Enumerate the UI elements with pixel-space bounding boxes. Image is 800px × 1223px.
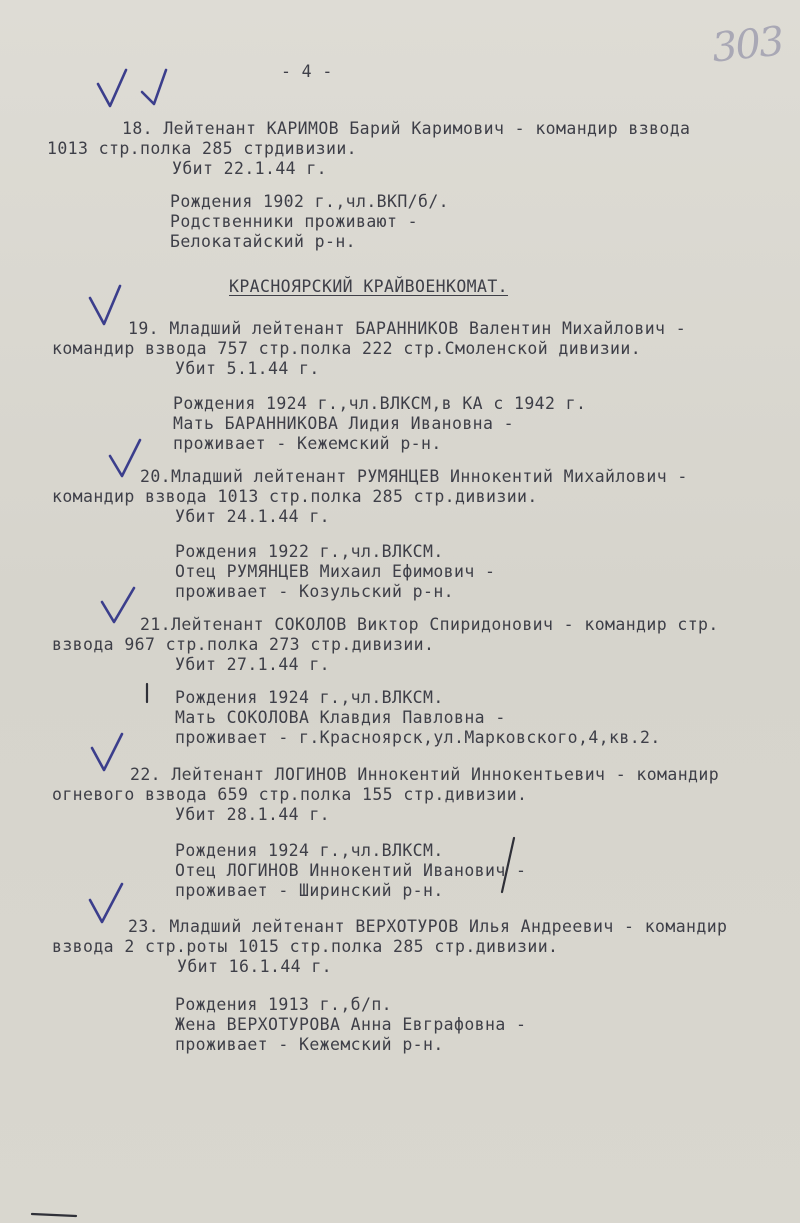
check-mark-icon xyxy=(96,582,146,628)
entry-19-killed: Убит 5.1.44 г. xyxy=(175,359,320,378)
entry-22-relative: Отец ЛОГИНОВ Иннокентий Иванович - xyxy=(175,861,527,880)
entry-18-killed: Убит 22.1.44 г. xyxy=(172,159,328,178)
entry-22-line-2: огневого взвода 659 стр.полка 155 стр.дивизии. xyxy=(52,785,528,804)
entry-18-relatives: Родственники проживают - xyxy=(170,212,419,231)
entry-23-line-1: 23. Младший лейтенант ВЕРХОТУРОВ Илья Андреевич - командир xyxy=(128,917,728,936)
entry-23-birth: Рождения 1913 г.,б/п. xyxy=(175,995,393,1014)
entry-22-killed: Убит 28.1.44 г. xyxy=(175,805,331,824)
entry-20-line-1: 20.Младший лейтенант РУМЯНЦЕВ Иннокентий Михайлович - xyxy=(140,467,688,486)
entry-18-address: Белокатайский р-н. xyxy=(170,232,357,251)
entry-19-birth: Рождения 1924 г.,чл.ВЛКСМ,в КА с 1942 г. xyxy=(173,394,587,413)
corner-scratch-mark xyxy=(30,1208,80,1220)
entry-21-address: проживает - г.Красноярск,ул.Марковского,4,кв.2. xyxy=(175,728,661,747)
margin-tick-mark xyxy=(143,682,151,704)
entry-19-address: проживает - Кежемский р-н. xyxy=(173,434,442,453)
entry-23-relative: Жена ВЕРХОТУРОВА Анна Евграфовна - xyxy=(175,1015,527,1034)
section-heading: КРАСНОЯРСКИЙ КРАЙВОЕНКОМАТ. xyxy=(229,277,509,296)
page-number: - 4 - xyxy=(281,62,333,81)
entry-21-line-2: взвода 967 стр.полка 273 стр.дивизии. xyxy=(52,635,435,654)
entry-21-birth: Рождения 1924 г.,чл.ВЛКСМ. xyxy=(175,688,444,707)
entry-23-address: проживает - Кежемский р-н. xyxy=(175,1035,444,1054)
entry-18-birth: Рождения 1902 г.,чл.ВКП/б/. xyxy=(170,192,450,211)
entry-20-relative: Отец РУМЯНЦЕВ Михаил Ефимович - xyxy=(175,562,496,581)
check-mark-icon xyxy=(84,878,134,928)
entry-19-line-1: 19. Младший лейтенант БАРАННИКОВ Валентин Михайлович - xyxy=(128,319,687,338)
entry-19-relative: Мать БАРАННИКОВА Лидия Ивановна - xyxy=(173,414,515,433)
entry-22-address: проживает - Ширинский р-н. xyxy=(175,881,444,900)
entry-19-line-2: командир взвода 757 стр.полка 222 стр.Смоленской дивизии. xyxy=(52,339,642,358)
entry-22-birth: Рождения 1924 г.,чл.ВЛКСМ. xyxy=(175,841,444,860)
pencil-stroke-mark xyxy=(496,836,520,896)
entry-22-line-1: 22. Лейтенант ЛОГИНОВ Иннокентий Иннокентьевич - командир xyxy=(130,765,720,784)
check-mark-icon xyxy=(90,64,180,114)
entry-20-birth: Рождения 1922 г.,чл.ВЛКСМ. xyxy=(175,542,444,561)
check-mark-icon xyxy=(86,728,136,776)
entry-21-relative: Мать СОКОЛОВА Клавдия Павловна - xyxy=(175,708,506,727)
archive-page-number: 303 xyxy=(709,18,785,72)
entry-23-line-2: взвода 2 стр.роты 1015 стр.полка 285 стр.дивизии. xyxy=(52,937,559,956)
check-mark-icon xyxy=(84,280,134,330)
entry-18-line-1: 18. Лейтенант КАРИМОВ Барий Каримович - командир взвода xyxy=(122,119,691,138)
entry-18-line-2: 1013 стр.полка 285 стрдивизии. xyxy=(47,139,358,158)
entry-21-killed: Убит 27.1.44 г. xyxy=(175,655,331,674)
entry-20-address: проживает - Козульский р-н. xyxy=(175,582,455,601)
entry-20-line-2: командир взвода 1013 стр.полка 285 стр.дивизии. xyxy=(52,487,538,506)
entry-23-killed: Убит 16.1.44 г. xyxy=(177,957,333,976)
entry-21-line-1: 21.Лейтенант СОКОЛОВ Виктор Спиридонович - командир стр. xyxy=(140,615,719,634)
entry-20-killed: Убит 24.1.44 г. xyxy=(175,507,331,526)
